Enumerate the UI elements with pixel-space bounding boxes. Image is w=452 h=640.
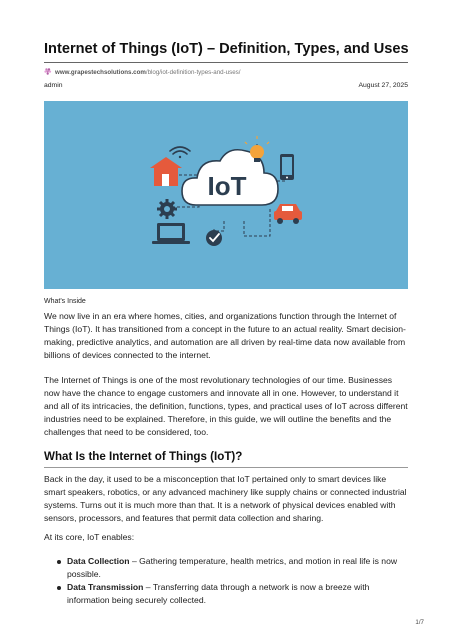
list-item [44, 581, 410, 607]
list-item-term: Data Transmission [67, 582, 144, 593]
url-domain: www.grapestechsolutions.com [55, 69, 146, 76]
car-icon [274, 204, 302, 224]
wifi-icon [170, 147, 190, 158]
bullet-icon [57, 560, 61, 564]
publish-date: August 27, 2025 [358, 82, 408, 89]
cloud-icon [182, 150, 278, 205]
cloud-label: IoT [207, 171, 247, 201]
house-icon [150, 157, 182, 186]
article-title: Internet of Things (IoT) – Definition, Types, and Uses [44, 41, 409, 57]
url-path: /blog/iot-definition-types-and-uses/ [145, 69, 241, 76]
list-item [44, 555, 410, 581]
source-url[interactable] [44, 67, 240, 76]
iot-illustration [44, 101, 408, 289]
author: admin [44, 82, 63, 89]
list-item-text: – Transferring data through a network is now a breeze with information being securely collected. [67, 582, 370, 606]
revolution-paragraph: The Internet of Things is one of the most revolutionary technologies of our time. Businesses now have the chance to engage customers and innovate all in one. However, to understand it and all of its intricacies, the definition, functions, types, and practical uses of IoT across different industries need to be explained. Therefore, in this guide, we will outline the benefits and the challenges that need to be considered, too. [44, 375, 408, 438]
bullet-icon [57, 586, 61, 590]
enables-list [44, 555, 410, 607]
laptop-icon [152, 223, 190, 244]
title-divider [44, 62, 408, 63]
section-divider [44, 467, 408, 468]
section-heading: What Is the Internet of Things (IoT)? [44, 450, 243, 463]
gear-icon [157, 199, 177, 219]
list-item-text: – Gathering temperature, health metrics, and motion in real life is now possible. [67, 556, 398, 580]
hero-illustration [44, 101, 408, 289]
intro-paragraph: We now live in an era where homes, cities, and organizations function through the Internet of Things (IoT). It has transitioned from a concept in the future to an actual reality. Smart decision-making, predictive analytics, and automation are all driven by real-time data now available from billions of devices connected to the internet. [44, 311, 406, 361]
enables-paragraph: At its core, IoT enables: [44, 532, 135, 542]
toc-label[interactable]: What's Inside [44, 298, 86, 305]
page-number: 1/7 [415, 619, 424, 626]
list-item-term: Data Collection [67, 556, 130, 566]
grape-logo-icon [44, 67, 52, 75]
checkmark-icon [206, 230, 222, 246]
misconception-paragraph: Back in the day, it used to be a misconception that IoT pertained only to smart devices like smart speakers, robotics, or any advanced machinery like supply chains or connected industrial systems. Turns out it is much more than that. It is a network of physical devices enabled with sensors, processors, and features that permit data collection and sharing. [44, 474, 407, 524]
smartphone-icon [280, 154, 294, 180]
